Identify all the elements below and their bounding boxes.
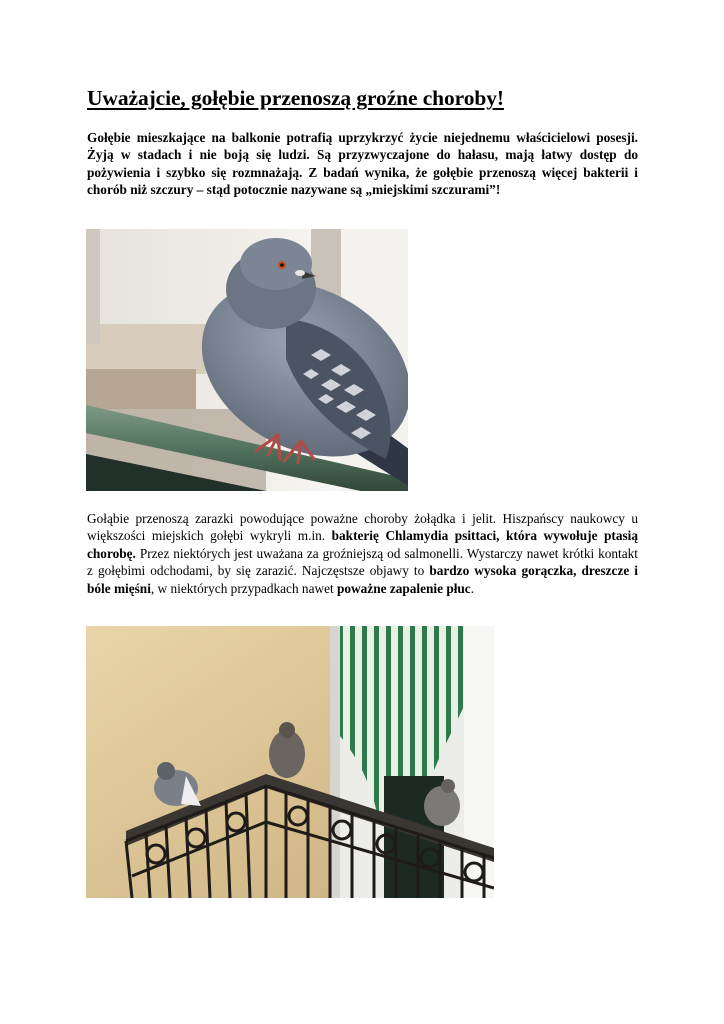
article-title: Uważajcie, gołębie przenoszą groźne choroby! xyxy=(87,86,504,110)
pigeons-on-balcony-photo xyxy=(86,626,494,898)
body-bold-2: bardzo wysoka gorączka, dreszcze i bóle mięśni xyxy=(87,563,638,596)
lead-paragraph: Gołębie mieszkające na balkonie potrafią uprzykrzyć życie niejednemu właścicielowi posesji. Żyją w stadach i nie boją się ludzi. Są przyzwyczajone do hałasu, mają łatwy dostęp do pożywienia i szybko się rozmnażają. Z badań wynika, że gołębie przenoszą więcej bakterii i chorób niż szczury – stąd potocznie nazywane są „miejskimi szczurami”! xyxy=(87,130,638,198)
body-text-1: Gołąbie przenoszą zarazki powodujące poważne choroby żołądka i jelit. Hiszpańscy naukowcy u większości miejskich gołębi wykryli m.in. xyxy=(87,511,638,544)
body-bold-1: bakterię Chlamydia psittaci, która wywołuje ptasią chorobę. xyxy=(87,528,638,561)
body-text-3: , w niektórych przypadkach nawet xyxy=(150,580,337,596)
body-bold-3: poważne zapalenie płuc xyxy=(337,580,471,596)
body-paragraph xyxy=(87,510,638,597)
pigeon-on-railing-photo xyxy=(86,229,408,491)
body-text-2: Przez niektórych jest uważana za groźniejszą od salmonelli. Wystarczy nawet krótki kontakt z gołębimi odchodami, by się zarazić. Najczęstsze objawy to xyxy=(87,545,638,579)
body-text-4: . xyxy=(470,580,475,596)
